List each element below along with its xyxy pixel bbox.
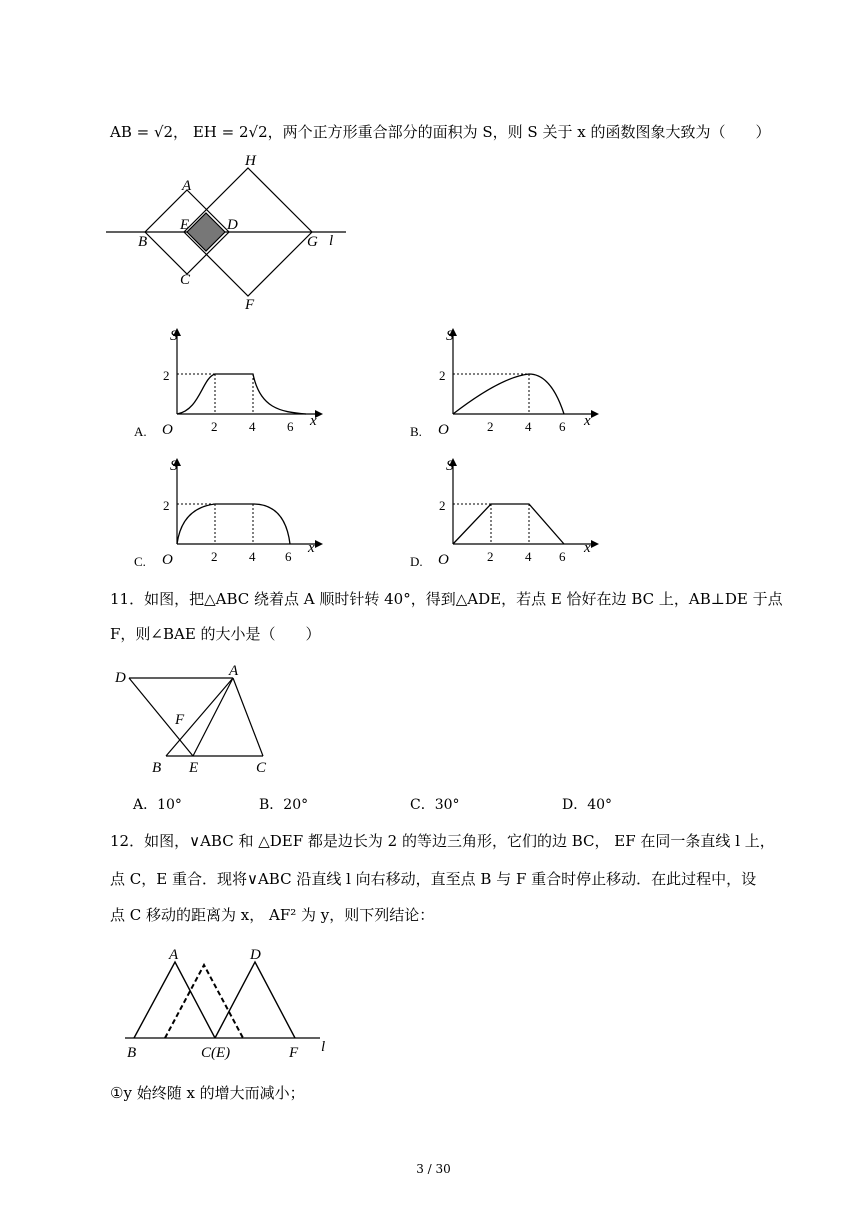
label-A: A bbox=[229, 663, 239, 679]
tick-4: 4 bbox=[249, 549, 256, 564]
q12-stem-line-1: 12．如图，∨ABC 和 △DEF 都是边长为 2 的等边三角形，它们的边 BC， EF 在同一条直线 l 上， bbox=[110, 832, 775, 850]
label-F: F bbox=[175, 712, 185, 728]
label-G: G bbox=[307, 234, 318, 250]
origin-O: O bbox=[162, 552, 173, 568]
tick-2: 2 bbox=[439, 498, 446, 513]
q11-stem-line-2: F，则∠BAE 的大小是（ ） bbox=[110, 625, 321, 643]
q11-choice-a[interactable]: A．10° bbox=[133, 797, 182, 813]
option-c-graph bbox=[130, 452, 330, 572]
q11-choice-b[interactable]: B．20° bbox=[259, 797, 309, 813]
label-E: E bbox=[180, 217, 190, 233]
option-key: A. bbox=[134, 424, 147, 439]
q11-choice-c[interactable]: C．30° bbox=[410, 797, 460, 813]
q12-stem-line-3: 点 C 移动的距离为 x， AF² 为 y，则下列结论： bbox=[110, 906, 435, 924]
label-A: A bbox=[169, 947, 179, 963]
page-number: 3 / 30 bbox=[416, 1162, 451, 1176]
q12-stem-line-2: 点 C，E 重合．现将∨ABC 沿直线 l 向右移动，直至点 B 与 F 重合时停止移动．在此过程中，设 bbox=[110, 870, 757, 888]
tick-2: 2 bbox=[487, 419, 494, 434]
tick-6: 6 bbox=[559, 549, 566, 564]
axis-S: S bbox=[170, 328, 178, 344]
option-key: D. bbox=[410, 554, 423, 569]
label-A: A bbox=[182, 178, 192, 194]
q10-stem-line: AB = √2， EH = 2√2，两个正方形重合部分的面积为 S，则 S 关于 x 的函数图象大致为（ ） bbox=[110, 123, 771, 141]
tick-2: 2 bbox=[211, 419, 218, 434]
tick-2: 2 bbox=[163, 368, 170, 383]
origin-O: O bbox=[162, 422, 173, 438]
tick-2: 2 bbox=[487, 549, 494, 564]
axis-S: S bbox=[170, 458, 178, 474]
axis-x: x bbox=[310, 413, 317, 429]
label-D: D bbox=[115, 670, 126, 686]
axis-x: x bbox=[308, 540, 315, 556]
q11-rotation-figure bbox=[105, 660, 285, 780]
label-D: D bbox=[250, 947, 261, 963]
axis-S: S bbox=[446, 458, 454, 474]
option-key: C. bbox=[134, 554, 146, 569]
label-D: D bbox=[227, 217, 238, 233]
q11-stem-line-1: 11．如图，把△ABC 绕着点 A 顺时针转 40°，得到△ADE，若点 E 恰好在边 BC 上，AB⊥DE 于点 bbox=[110, 590, 783, 608]
origin-O: O bbox=[438, 552, 449, 568]
label-E: E bbox=[189, 760, 199, 776]
tick-2: 2 bbox=[211, 549, 218, 564]
tick-4: 4 bbox=[525, 419, 532, 434]
axis-x: x bbox=[584, 413, 591, 429]
label-H: H bbox=[245, 153, 256, 169]
label-B: B bbox=[152, 760, 162, 776]
label-B: B bbox=[127, 1045, 137, 1061]
tick-2: 2 bbox=[163, 498, 170, 513]
label-C: C bbox=[256, 760, 267, 776]
tick-6: 6 bbox=[559, 419, 566, 434]
option-b-graph bbox=[406, 322, 606, 442]
option-a-graph bbox=[130, 322, 330, 442]
axis-x: x bbox=[584, 540, 591, 556]
option-key: B. bbox=[410, 424, 422, 439]
tick-6: 6 bbox=[287, 419, 294, 434]
label-B: B bbox=[138, 234, 148, 250]
label-C: C bbox=[180, 272, 191, 288]
option-d-graph bbox=[406, 452, 606, 572]
label-F: F bbox=[289, 1045, 299, 1061]
origin-O: O bbox=[438, 422, 449, 438]
label-l: l bbox=[321, 1039, 326, 1055]
label-l: l bbox=[329, 233, 334, 249]
q12-conclusion-1: ①y 始终随 x 的增大而减小； bbox=[110, 1084, 305, 1102]
tick-4: 4 bbox=[525, 549, 532, 564]
label-F: F bbox=[245, 297, 255, 313]
tick-2: 2 bbox=[439, 368, 446, 383]
label-CE: C(E) bbox=[201, 1045, 231, 1061]
axis-S: S bbox=[446, 328, 454, 344]
q11-choice-d[interactable]: D．40° bbox=[562, 797, 613, 813]
tick-4: 4 bbox=[249, 419, 256, 434]
q12-triangles-figure bbox=[115, 940, 355, 1065]
tick-6: 6 bbox=[285, 549, 292, 564]
q10-squares-figure bbox=[100, 150, 360, 315]
